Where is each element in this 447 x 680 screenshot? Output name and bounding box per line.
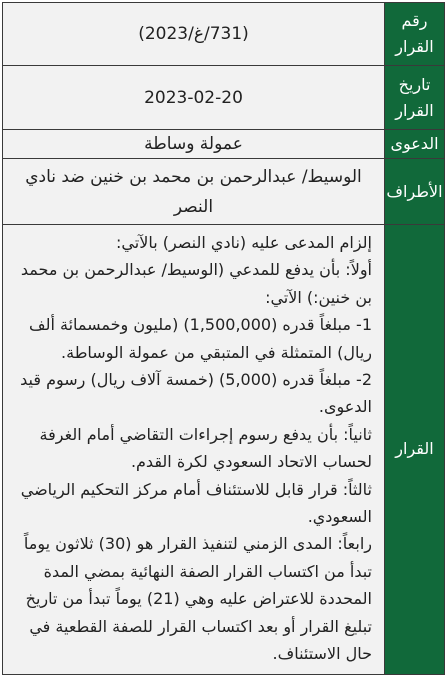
decision-paragraph-second: ثانياً: بأن يدفع رسوم إجراءات التقاضي أمام الغرفة لحساب الاتحاد السعودي لكرة القدم. (39, 424, 372, 472)
row-parties (3, 159, 445, 225)
decision-paragraph-third: ثالثاً: قرار قابل للاستئناف أمام مركز التحكيم الرياضي السعودي. (20, 479, 372, 527)
value-parties: الوسيط/ عبدالرحمن بن محمد بن خنين ضد نادي النصر (3, 159, 385, 225)
label-case: الدعوى (385, 130, 445, 159)
value-decision-date: 2023-02-20 (3, 66, 385, 130)
decision-paragraph-fourth: رابعاً: المدى الزمني لتنفيذ القرار هو (30) ثلاثون يوماً تبدأ من اكتساب القرار الصفة النهائية بمضي المدة المحددة للاعتراض عليه وهي (21) يوماً تبدأ من تاريخ تبليغ القرار أو بعد اكتساب القرار للصفة القطعية في حال الاستئناف. (23, 534, 372, 664)
label-decision: القرار (385, 225, 445, 675)
value-case: عمولة وساطة (3, 130, 385, 159)
row-decision (3, 225, 445, 675)
decision-paragraph-item-1: 1- مبلغاً قدره (1,500,000) (مليون وخمسمائة ألف ريال) المتمثلة في المتبقي من عمولة الوساطة. (29, 315, 372, 362)
decision-paragraph-first: أولاً: بأن يدفع للمدعي (الوسيط/ عبدالرحمن بن محمد بن خنين:) الآتي: (20, 260, 372, 307)
decision-paragraph-obligation: إلزام المدعى عليه (نادي النصر) بالآتي: (116, 233, 372, 252)
decision-text (3, 225, 385, 675)
label-decision-number: رقم القرار (385, 3, 445, 66)
row-decision-date (3, 66, 445, 130)
decision-paragraph-item-2: 2- مبلغاً قدره (5,000) (خمسة آلاف ريال) رسوم قيد الدعوى. (20, 370, 372, 417)
label-decision-date: تاريخ القرار (385, 66, 445, 130)
value-decision-number: (731/غ/2023) (3, 3, 385, 66)
label-parties: الأطراف (385, 159, 445, 225)
row-decision-number (3, 3, 445, 66)
row-case (3, 130, 445, 159)
decision-table (2, 2, 445, 675)
